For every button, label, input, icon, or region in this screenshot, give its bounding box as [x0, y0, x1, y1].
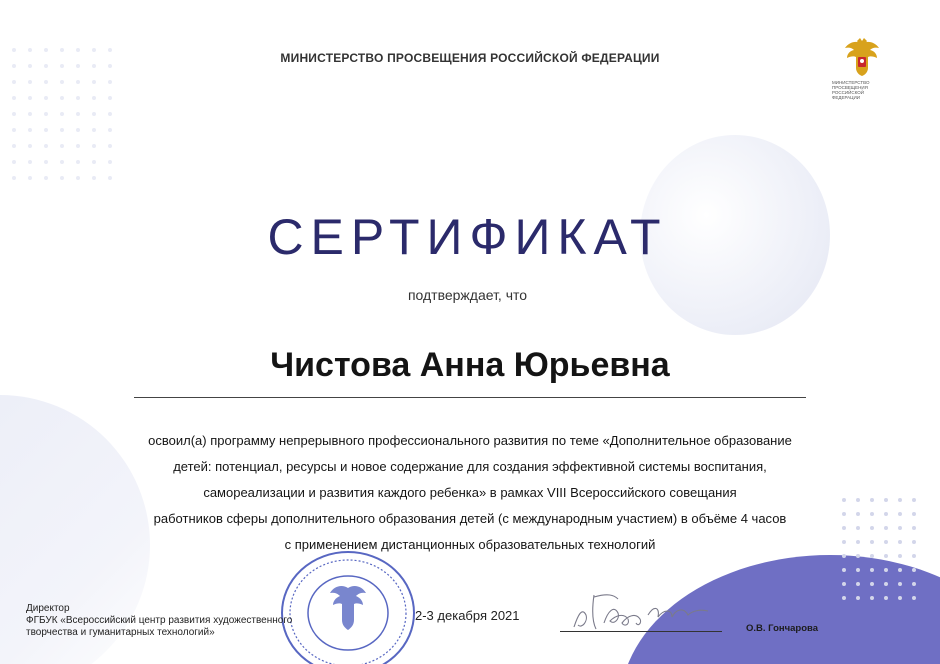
decor-dot — [842, 596, 846, 600]
decor-dots-bottom-right — [842, 498, 926, 610]
decor-dot — [12, 128, 16, 132]
decor-dot — [44, 112, 48, 116]
recipient-name: Чистова Анна Юрьевна — [270, 346, 670, 384]
decor-dot — [60, 80, 64, 84]
decor-dot — [856, 498, 860, 502]
signature-icon — [568, 585, 718, 635]
decor-dot — [870, 526, 874, 530]
decor-dot — [870, 568, 874, 572]
decor-dot — [108, 144, 112, 148]
decor-dot — [12, 112, 16, 116]
body-line: самореализации и развития каждого ребенка» в рамках VIII Всероссийского совещания — [203, 485, 737, 500]
decor-dot — [912, 554, 916, 558]
decor-dot — [76, 144, 80, 148]
decor-dot — [898, 540, 902, 544]
decor-dot — [870, 554, 874, 558]
signature-line — [560, 631, 722, 632]
decor-dot — [108, 128, 112, 132]
decor-dot — [856, 512, 860, 516]
decor-dot — [842, 568, 846, 572]
decor-dot — [870, 596, 874, 600]
signer-name: О.В. Гончарова — [746, 623, 819, 634]
decor-dot — [884, 540, 888, 544]
decor-dot — [884, 498, 888, 502]
body-line: освоил(а) программу непрерывного профессионального развития по теме «Дополнительное образование — [148, 433, 792, 448]
decor-dot — [76, 112, 80, 116]
decor-dot — [912, 582, 916, 586]
decor-dot — [870, 512, 874, 516]
decor-dot — [76, 96, 80, 100]
decor-dot — [856, 568, 860, 572]
decor-dot — [884, 554, 888, 558]
decor-dot — [884, 596, 888, 600]
emblem-caption: МИНИСТЕРСТВО ПРОСВЕЩЕНИЯ РОССИЙСКОЙ ФЕДЕРАЦИИ — [832, 80, 870, 100]
decor-dot — [44, 176, 48, 180]
decor-dot — [884, 512, 888, 516]
decor-dot — [912, 498, 916, 502]
decor-dot — [884, 526, 888, 530]
ministry-emblem — [832, 38, 892, 100]
decor-dot — [76, 176, 80, 180]
decor-dot — [92, 160, 96, 164]
decor-dot — [60, 112, 64, 116]
decor-dot — [870, 498, 874, 502]
body-line: с применением дистанционных образовательных технологий — [284, 537, 656, 552]
decor-dot — [898, 512, 902, 516]
decor-dot — [44, 160, 48, 164]
decor-dot — [60, 160, 64, 164]
decor-dot — [898, 554, 902, 558]
director-title: Директор — [26, 603, 70, 614]
decor-dot — [76, 80, 80, 84]
decor-dot — [92, 176, 96, 180]
decor-dot — [92, 80, 96, 84]
decor-dot — [912, 526, 916, 530]
decor-dot — [92, 96, 96, 100]
decor-dot — [108, 160, 112, 164]
decor-dot — [898, 498, 902, 502]
certificate-title: СЕРТИФИКАТ — [267, 209, 668, 265]
official-seal-icon — [278, 548, 418, 664]
decor-dot — [28, 160, 32, 164]
decor-dot — [856, 596, 860, 600]
decor-dot — [856, 582, 860, 586]
certificate-body — [90, 428, 850, 558]
decor-dot — [44, 144, 48, 148]
decor-dots-top-left — [12, 48, 124, 192]
decor-dot — [842, 582, 846, 586]
decor-dot — [108, 112, 112, 116]
body-line: работников сферы дополнительного образования детей (с международным участием) в объёме 4 часов — [153, 511, 787, 526]
decor-dot — [898, 582, 902, 586]
name-underline — [134, 397, 806, 398]
director-block — [26, 603, 292, 639]
decor-dot — [898, 526, 902, 530]
decor-dot — [44, 80, 48, 84]
body-line: детей: потенциал, ресурсы и новое содержание для создания эффективной системы воспитания, — [173, 459, 767, 474]
decor-dot — [884, 582, 888, 586]
decor-dot — [12, 96, 16, 100]
decor-dot — [28, 144, 32, 148]
decor-dot — [108, 96, 112, 100]
decor-dot — [12, 80, 16, 84]
decor-dot — [44, 128, 48, 132]
decor-dot — [870, 582, 874, 586]
decor-dot — [28, 80, 32, 84]
director-org-line: ФГБУК «Всероссийский центр развития художественного — [26, 615, 293, 626]
decor-dot — [60, 144, 64, 148]
decor-dot — [898, 568, 902, 572]
decor-dot — [108, 80, 112, 84]
decor-dot — [12, 144, 16, 148]
ministry-header: МИНИСТЕРСТВО ПРОСВЕЩЕНИЯ РОССИЙСКОЙ ФЕДЕРАЦИИ — [280, 51, 660, 65]
decor-dot — [92, 128, 96, 132]
decor-dot — [60, 176, 64, 180]
director-org-line: творчества и гуманитарных технологий» — [26, 627, 215, 638]
decor-dot — [912, 540, 916, 544]
decor-dot — [12, 176, 16, 180]
decor-dot — [92, 144, 96, 148]
decor-dot — [76, 128, 80, 132]
decor-dot — [108, 176, 112, 180]
confirms-text: подтверждает, что — [407, 287, 528, 303]
decor-dot — [898, 596, 902, 600]
decor-dot — [76, 160, 80, 164]
decor-dot — [28, 128, 32, 132]
decor-dot — [912, 512, 916, 516]
decor-dot — [912, 568, 916, 572]
decor-dot — [60, 96, 64, 100]
decor-dot — [60, 128, 64, 132]
decor-dot — [44, 96, 48, 100]
decor-dot — [856, 554, 860, 558]
decor-dot — [28, 176, 32, 180]
decor-dot — [12, 160, 16, 164]
decor-dot — [912, 596, 916, 600]
decor-dot — [884, 568, 888, 572]
decor-dot — [28, 96, 32, 100]
decor-dot — [92, 112, 96, 116]
decor-dot — [28, 112, 32, 116]
eagle-emblem-icon — [843, 38, 881, 78]
decor-dot — [856, 540, 860, 544]
decor-dot — [870, 540, 874, 544]
certificate-date: 2-3 декабря 2021 — [415, 608, 520, 623]
decor-dot — [856, 526, 860, 530]
